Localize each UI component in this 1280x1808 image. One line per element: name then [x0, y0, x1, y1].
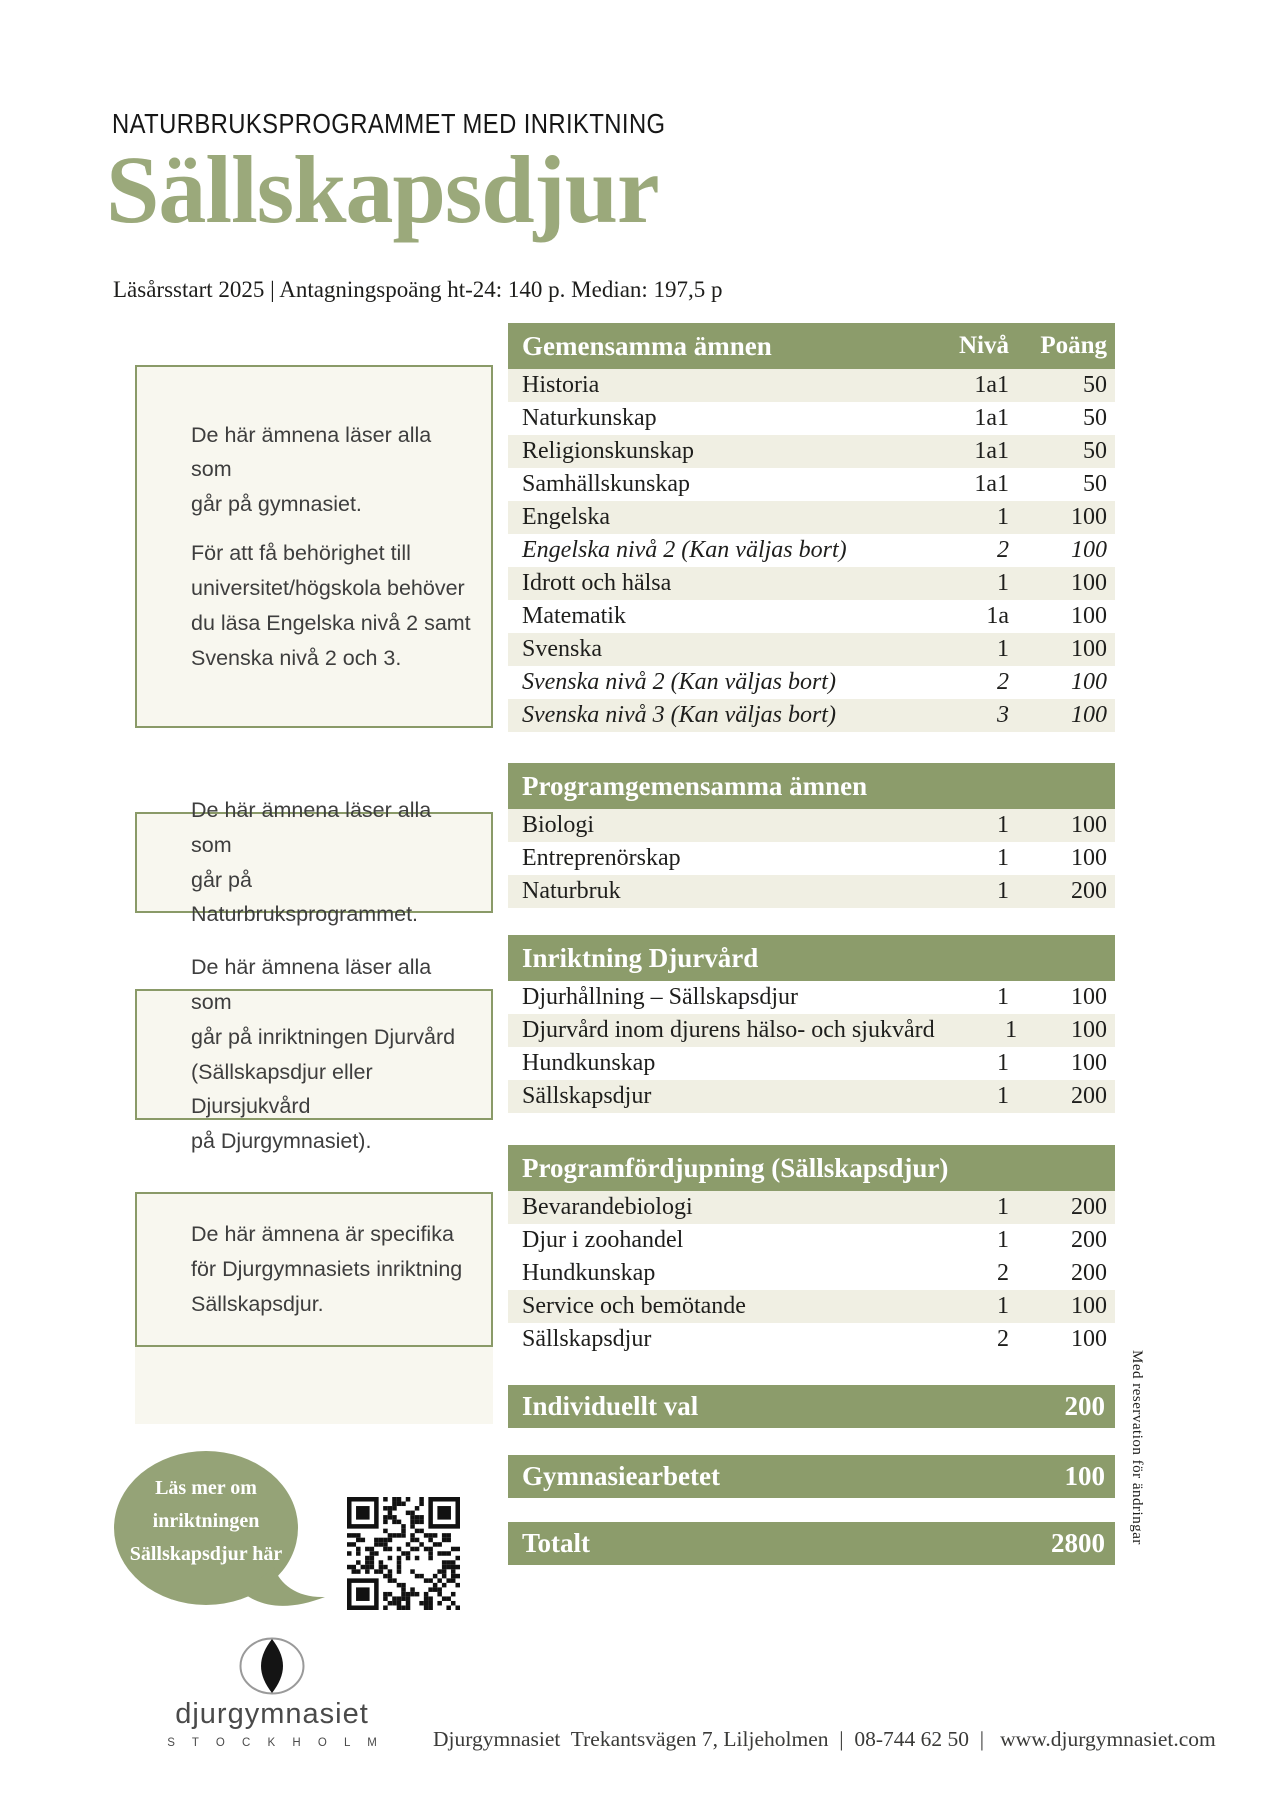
subject-cell: Bevarandebiologi: [522, 1194, 693, 1220]
table-row: [508, 1290, 1115, 1323]
points-cell: 100: [1071, 845, 1107, 871]
table-row: [508, 567, 1115, 600]
logo-city: S T O C K H O L M: [167, 1737, 384, 1749]
column-header-points: Poäng: [1040, 332, 1107, 359]
summary-bar-label: Totalt: [522, 1528, 591, 1558]
info-box-paragraph: De här ämnena läser alla som går på Naturbruksprogrammet.: [191, 797, 432, 927]
points-cell: 100: [1071, 669, 1107, 695]
subject-cell: Engelska: [522, 504, 610, 530]
summary-bar-diploma-project: [508, 1455, 1115, 1498]
bubble-line: Läs mer om: [155, 1477, 257, 1499]
table-row: [508, 633, 1115, 666]
points-cell: 100: [1071, 1293, 1107, 1319]
info-box-specialization-subjects: [135, 1192, 493, 1347]
table-row: [508, 981, 1115, 1014]
table-row: [508, 1191, 1115, 1224]
table-row: [508, 600, 1115, 633]
subject-cell: Djur i zoohandel: [522, 1227, 684, 1253]
admission-info: Läsårsstart 2025 | Antagningspoäng ht-24: 140 p. Median: 197,5 p: [113, 277, 723, 302]
points-cell: 100: [1071, 984, 1107, 1010]
table-row: [508, 534, 1115, 567]
level-cell: 2: [997, 1260, 1009, 1286]
table-specialization-subjects: [508, 1145, 1115, 1356]
table-title: Programgemensamma ämnen: [522, 770, 868, 801]
info-box-common-subjects: [135, 365, 493, 728]
table-row: [508, 1047, 1115, 1080]
level-cell: 1: [997, 1194, 1009, 1220]
points-cell: 100: [1071, 1050, 1107, 1076]
bubble-text: [116, 1472, 296, 1571]
level-cell: 2: [997, 1326, 1009, 1352]
info-box-paragraph: För att få behörighet till universitet/högskola behöver du läsa Engelska nivå 2 samt Svenska nivå 2 och 3.: [191, 541, 471, 670]
summary-bar-label: Individuellt val: [522, 1391, 699, 1421]
table-program-subjects: [508, 763, 1115, 908]
reservation-note: Med reservation för ändringar: [1129, 1350, 1145, 1545]
level-cell: 2: [997, 537, 1009, 563]
column-header-level: Nivå: [959, 332, 1009, 359]
level-cell: 1: [997, 570, 1009, 596]
level-cell: 1: [997, 812, 1009, 838]
subject-cell: Idrott och hälsa: [522, 570, 672, 596]
table-row: [508, 402, 1115, 435]
level-cell: 1: [997, 878, 1009, 904]
info-box-extension: [135, 1347, 493, 1424]
table-header: [508, 323, 1115, 369]
points-cell: 200: [1071, 878, 1107, 904]
summary-bar-individual-choice: [508, 1385, 1115, 1428]
subject-cell: Hundkunskap: [522, 1050, 656, 1076]
level-cell: 1a1: [974, 372, 1009, 398]
info-box-orientation-subjects: [135, 955, 493, 1154]
subject-cell: Naturkunskap: [522, 405, 657, 431]
subject-cell: Sällskapsdjur: [522, 1083, 652, 1109]
subject-cell: Historia: [522, 372, 600, 398]
subject-cell: Biologi: [522, 812, 595, 838]
bubble-line: inriktningen: [152, 1510, 260, 1532]
table-title: Programfördjupning (Sällskapsdjur): [522, 1152, 949, 1183]
points-cell: 100: [1071, 570, 1107, 596]
points-cell: 100: [1071, 1326, 1107, 1352]
level-cell: 1: [1005, 1017, 1018, 1043]
points-cell: 100: [1071, 636, 1107, 662]
table-header: [508, 1145, 1115, 1191]
table-row: [508, 809, 1115, 842]
table-row: [508, 666, 1115, 699]
bubble-line: Sällskapsdjur här: [129, 1543, 283, 1565]
summary-bar-total: [508, 1522, 1115, 1565]
table-row: [508, 1080, 1115, 1113]
subject-cell: Service och bemötande: [522, 1293, 746, 1319]
info-box-paragraph: De här ämnena är specifika för Djurgymnasiets inriktning Sällskapsdjur.: [191, 1222, 463, 1316]
table-orientation-subjects: [508, 935, 1115, 1113]
table-common-subjects: [508, 323, 1115, 732]
table-row: [508, 1014, 1115, 1047]
table-row: [508, 468, 1115, 501]
points-cell: 100: [1071, 702, 1107, 728]
subject-cell: Djurhållning – Sällskapsdjur: [522, 984, 798, 1010]
table-row: [508, 875, 1115, 908]
level-cell: 1a1: [974, 438, 1009, 464]
info-box-paragraph: De här ämnena läser alla som går på gymnasiet.: [191, 422, 432, 517]
table-row: [508, 699, 1115, 732]
summary-bar-points: 100: [1064, 1461, 1105, 1491]
points-cell: 50: [1083, 471, 1107, 497]
points-cell: 200: [1071, 1227, 1107, 1253]
table-row: [508, 842, 1115, 875]
level-cell: 1: [997, 1050, 1009, 1076]
subject-cell: Hundkunskap: [522, 1260, 656, 1286]
info-box-paragraph: De här ämnena läser alla som går på inriktningen Djurvård (Sällskapsdjur eller Djursjukvård på Djurgymnasiet).: [191, 955, 456, 1154]
table-row: [508, 1257, 1115, 1290]
summary-bar-points: 2800: [1051, 1528, 1105, 1558]
level-cell: 1a1: [974, 405, 1009, 431]
subject-cell: Naturbruk: [522, 878, 621, 904]
points-cell: 100: [1071, 537, 1107, 563]
table-row: [508, 1323, 1115, 1356]
info-box-program-subjects: [135, 797, 493, 927]
table-row: [508, 369, 1115, 402]
subject-cell: Religionskunskap: [522, 438, 694, 464]
points-cell: 100: [1071, 1017, 1107, 1043]
subject-cell: Sällskapsdjur: [522, 1326, 652, 1352]
level-cell: 1: [997, 504, 1009, 530]
subject-cell: Engelska nivå 2 (Kan väljas bort): [522, 537, 847, 563]
summary-bar-label: Gymnasiearbetet: [522, 1461, 720, 1491]
cat-eye-logo-icon: [239, 1637, 305, 1695]
level-cell: 1a: [986, 603, 1009, 629]
points-cell: 50: [1083, 405, 1107, 431]
level-cell: 1: [997, 984, 1009, 1010]
summary-bar-points: 200: [1064, 1391, 1105, 1421]
program-kicker: NATURBRUKSPROGRAMMET MED INRIKTNING: [112, 108, 666, 139]
points-cell: 100: [1071, 603, 1107, 629]
subject-cell: Samhällskunskap: [522, 471, 690, 497]
table-row: [508, 435, 1115, 468]
table-title: Inriktning Djurvård: [522, 942, 759, 973]
level-cell: 1: [997, 1083, 1009, 1109]
level-cell: 3: [997, 702, 1009, 728]
table-row: [508, 1224, 1115, 1257]
points-cell: 50: [1083, 372, 1107, 398]
table-row: [508, 501, 1115, 534]
subject-cell: Entreprenörskap: [522, 845, 681, 871]
logo-name: djurgymnasiet: [175, 1698, 369, 1730]
level-cell: 1: [997, 1227, 1009, 1253]
level-cell: 2: [997, 669, 1009, 695]
table-header: [508, 935, 1115, 981]
points-cell: 200: [1071, 1194, 1107, 1220]
subject-cell: Svenska nivå 2 (Kan väljas bort): [522, 669, 836, 695]
points-cell: 50: [1083, 438, 1107, 464]
subject-cell: Svenska: [522, 636, 602, 662]
subject-cell: Svenska nivå 3 (Kan väljas bort): [522, 702, 836, 728]
points-cell: 200: [1071, 1260, 1107, 1286]
level-cell: 1: [997, 1293, 1009, 1319]
footer-contact-line: Djurgymnasiet Trekantsvägen 7, Liljeholmen | 08-744 62 50 | www.djurgymnasiet.com: [433, 1727, 1216, 1751]
table-title: Gemensamma ämnen: [522, 330, 772, 361]
page-title: Sällskapsdjur: [106, 136, 659, 243]
level-cell: 1: [997, 636, 1009, 662]
subject-cell: Djurvård inom djurens hälso- och sjukvård: [522, 1017, 935, 1043]
subject-cell: Matematik: [522, 603, 626, 629]
points-cell: 100: [1071, 504, 1107, 530]
points-cell: 200: [1071, 1083, 1107, 1109]
level-cell: 1: [997, 845, 1009, 871]
table-header: [508, 763, 1115, 809]
level-cell: 1a1: [974, 471, 1009, 497]
points-cell: 100: [1071, 812, 1107, 838]
qr-code: [347, 1497, 460, 1610]
